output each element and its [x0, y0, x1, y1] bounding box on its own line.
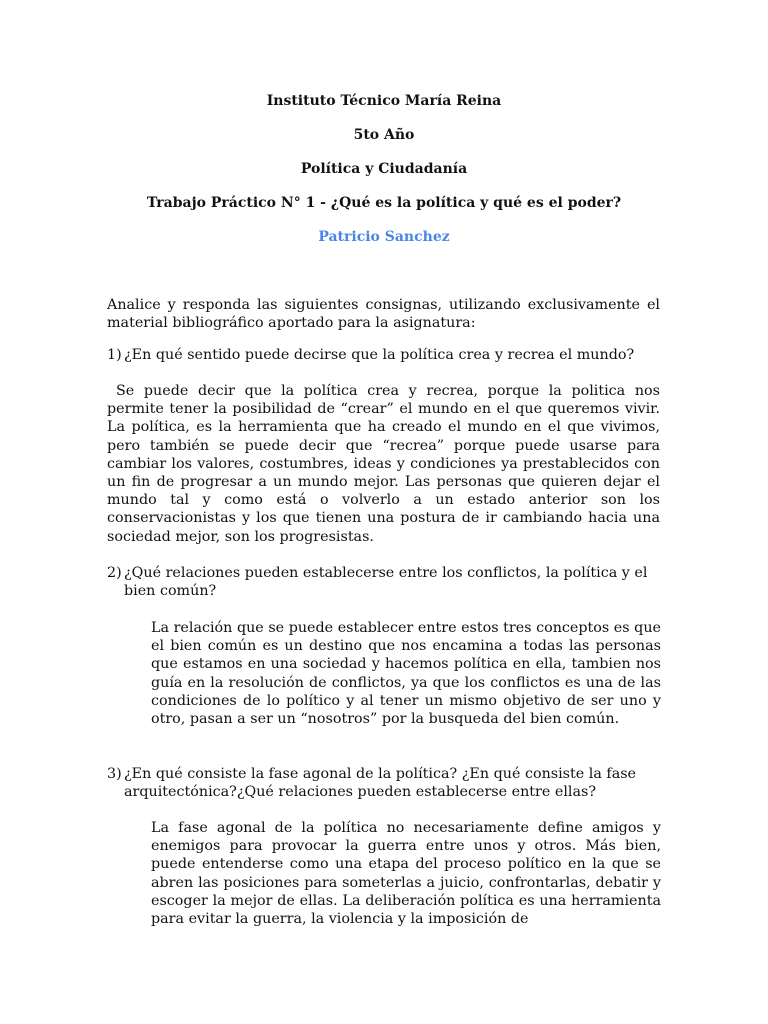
question-3-number: 3) [107, 766, 122, 782]
question-3-text: ¿En qué consiste la fase agonal de la política? ¿En qué consiste la fase arquitectónica?¿Qué relaciones pueden establecerse entre ellas? [124, 766, 637, 801]
year-title: 5to Año [353, 127, 415, 143]
answer-1: Se puede decir que la política crea y recrea, porque la politica nos permite tener la posibilidad de “crear” el mundo en el que queremos vivir. La política, es la herramienta que ha creado el mundo en el que vivimos, pero también se puede decir que “recrea” porque puede usarse para cambiar los valores, costumbres, ideas y condiciones ya prestablecidos con un fin de progresar a un mundo mejor. Las personas que quieren dejar el mundo tal y como está o volverlo a un estado anterior son los conservacionistas y los que tienen una postura de ir cambiando hacia una sociedad mejor, son los progresistas. [107, 383, 660, 545]
assignment-title: Trabajo Práctico N° 1 - ¿Qué es la política y qué es el poder? [146, 195, 622, 211]
subject-title: Política y Ciudadanía [300, 161, 468, 177]
question-1-text: ¿En qué sentido puede decirse que la política crea y recrea el mundo? [124, 347, 635, 363]
answer-2: La relación que se puede establecer entre estos tres conceptos es que el bien común es un destino que nos encamina a todas las personas que estamos en una sociedad y hacemos política en ella, tambien nos guía en la resolución de conflictos, ya que los conflictos es una de las condiciones de lo político y al tener un mismo objetivo de ser uno y otro, pasan a ser un “nosotros” por la busqueda del bien común. [151, 620, 661, 728]
institute-title: Instituto Técnico María Reina [266, 93, 502, 109]
question-3 [107, 765, 660, 801]
question-2-text: ¿Qué relaciones pueden establecerse entre los conflictos, la política y el bien común? [124, 565, 648, 600]
question-1 [107, 346, 660, 364]
question-1-number: 1) [107, 347, 122, 363]
answer-3: La fase agonal de la política no necesariamente define amigos y enemigos para provocar la guerra entre unos y otros. Más bien, puede entenderse como una etapa del proceso político en la que se abren las posiciones para someterlas a juicio, confrontarlas, debatir y escoger la mejor de ellas. La deliberación política es una herramienta para evitar la guerra, la violencia y la imposición de [151, 820, 661, 928]
intro-paragraph: Analice y responda las siguientes consignas, utilizando exclusivamente el material bibliográfico aportado para la asignatura: [107, 297, 660, 332]
question-2 [107, 564, 660, 600]
author-name: Patricio Sanchez [318, 229, 450, 245]
question-2-number: 2) [107, 565, 122, 581]
